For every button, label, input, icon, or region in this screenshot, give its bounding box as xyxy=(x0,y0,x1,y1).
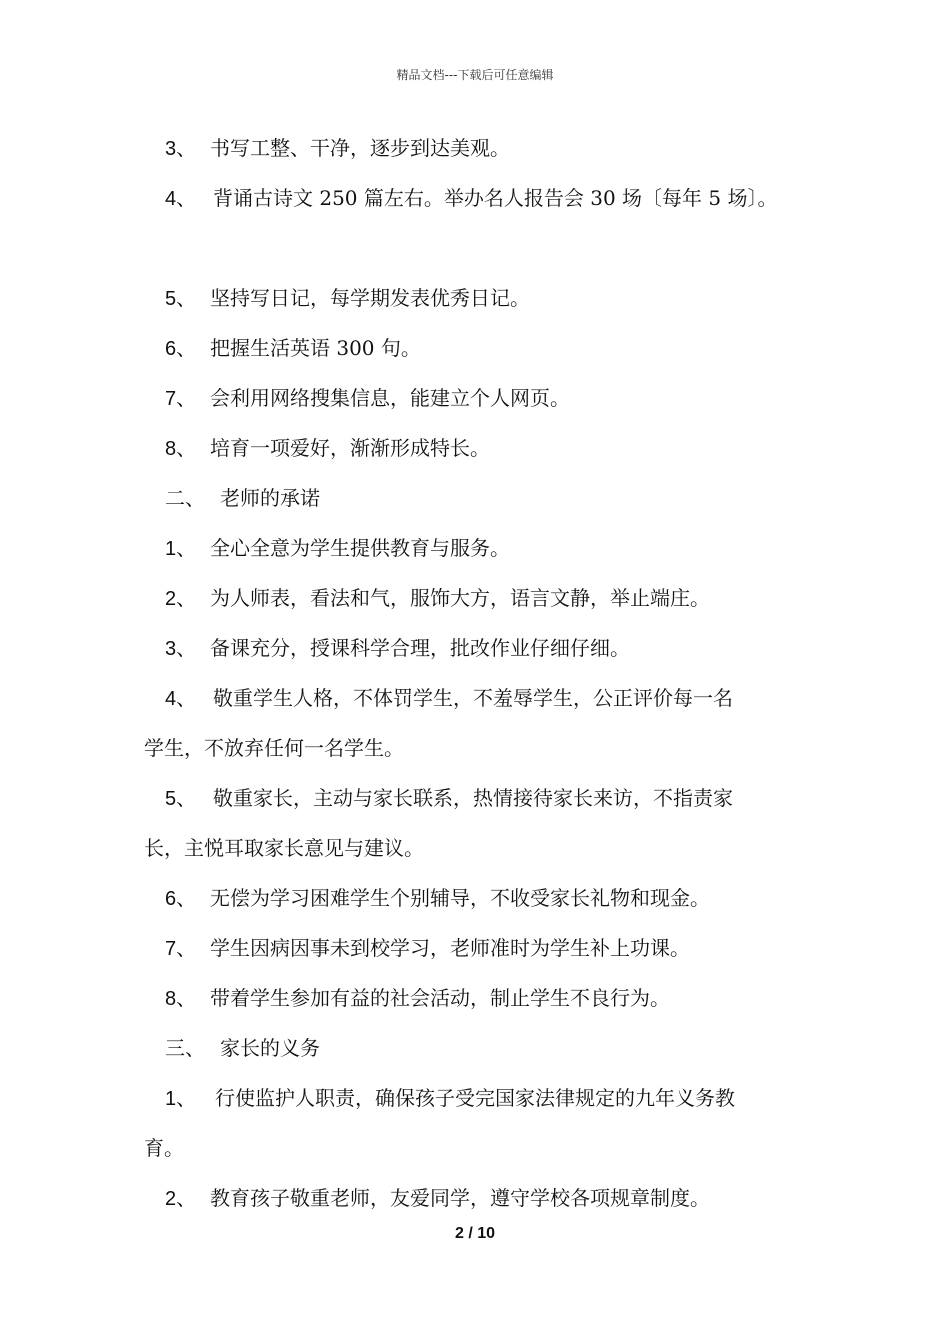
item-text: 全心全意为学生提供教育与服务。 xyxy=(210,536,510,560)
list-item xyxy=(165,584,710,613)
list-item xyxy=(165,1184,710,1213)
item-number: 7、 xyxy=(165,938,197,960)
item-text: 长，主悦耳取家长意见与建议。 xyxy=(144,836,424,860)
item-text: 把握生活英语 300 句。 xyxy=(210,336,421,360)
item-number: 2、 xyxy=(165,1188,197,1210)
section-heading xyxy=(165,484,320,513)
list-item xyxy=(165,284,530,313)
item-text: 为人师表，看法和气，服饰大方，语言文静，举止端庄。 xyxy=(210,586,710,610)
item-number: 6、 xyxy=(165,338,197,360)
item-number: 4、 xyxy=(165,688,197,710)
item-number: 1、 xyxy=(165,1088,197,1110)
list-item xyxy=(165,784,733,813)
list-item xyxy=(165,334,421,363)
item-number: 8、 xyxy=(165,438,197,460)
item-text: 教育孩子敬重老师，友爱同学，遵守学校各项规章制度。 xyxy=(210,1186,710,1210)
section-heading xyxy=(165,1034,320,1063)
item-text: 带着学生参加有益的社会活动，制止学生不良行为。 xyxy=(210,986,670,1010)
item-text: 背诵古诗文 250 篇左右。举办名人报告会 30 场〔每年 5 场〕。 xyxy=(213,186,778,210)
list-item-continuation xyxy=(144,834,424,862)
item-text: 无偿为学习困难学生个别辅导，不收受家长礼物和现金。 xyxy=(210,886,710,910)
list-item xyxy=(165,534,510,563)
section-number: 三、 xyxy=(165,1038,205,1060)
item-number: 2、 xyxy=(165,588,197,610)
list-item xyxy=(165,434,490,463)
item-number: 3、 xyxy=(165,138,197,160)
item-text: 行使监护人职责，确保孩子受完国家法律规定的九年义务教 xyxy=(215,1086,735,1110)
item-number: 5、 xyxy=(165,288,197,310)
item-text: 会利用网络搜集信息，能建立个人网页。 xyxy=(210,386,570,410)
item-text: 学生因病因事未到校学习，老师准时为学生补上功课。 xyxy=(210,936,690,960)
list-item xyxy=(165,634,630,663)
item-number: 3、 xyxy=(165,638,197,660)
list-item xyxy=(165,684,733,713)
list-item xyxy=(165,934,690,963)
list-item xyxy=(165,184,778,213)
item-number: 4、 xyxy=(165,188,197,210)
item-text: 坚持写日记，每学期发表优秀日记。 xyxy=(210,286,530,310)
item-text: 培育一项爱好，渐渐形成特长。 xyxy=(210,436,490,460)
item-number: 7、 xyxy=(165,388,197,410)
list-item xyxy=(165,384,570,413)
item-number: 1、 xyxy=(165,538,197,560)
page-header: 精品文档---下载后可任意编辑 xyxy=(396,68,554,82)
item-text: 书写工整、干净，逐步到达美观。 xyxy=(210,136,510,160)
item-text: 育。 xyxy=(144,1136,184,1160)
section-number: 二、 xyxy=(165,488,205,510)
list-item xyxy=(165,1084,735,1113)
list-item xyxy=(165,134,510,163)
item-text: 敬重家长，主动与家长联系，热情接待家长来访，不指责家 xyxy=(213,786,733,810)
section-title: 家长的义务 xyxy=(220,1036,320,1060)
item-text: 学生，不放弃任何一名学生。 xyxy=(144,736,404,760)
item-number: 8、 xyxy=(165,988,197,1010)
list-item-continuation xyxy=(144,734,404,762)
list-item xyxy=(165,984,670,1013)
list-item-continuation xyxy=(144,1134,184,1162)
item-text: 敬重学生人格，不体罚学生，不羞辱学生，公正评价每一名 xyxy=(213,686,733,710)
page-number: 2 / 10 xyxy=(454,1225,496,1242)
item-number: 6、 xyxy=(165,888,197,910)
item-text: 备课充分，授课科学合理，批改作业仔细仔细。 xyxy=(210,636,630,660)
item-number: 5、 xyxy=(165,788,197,810)
list-item xyxy=(165,884,710,913)
section-title: 老师的承诺 xyxy=(220,486,320,510)
